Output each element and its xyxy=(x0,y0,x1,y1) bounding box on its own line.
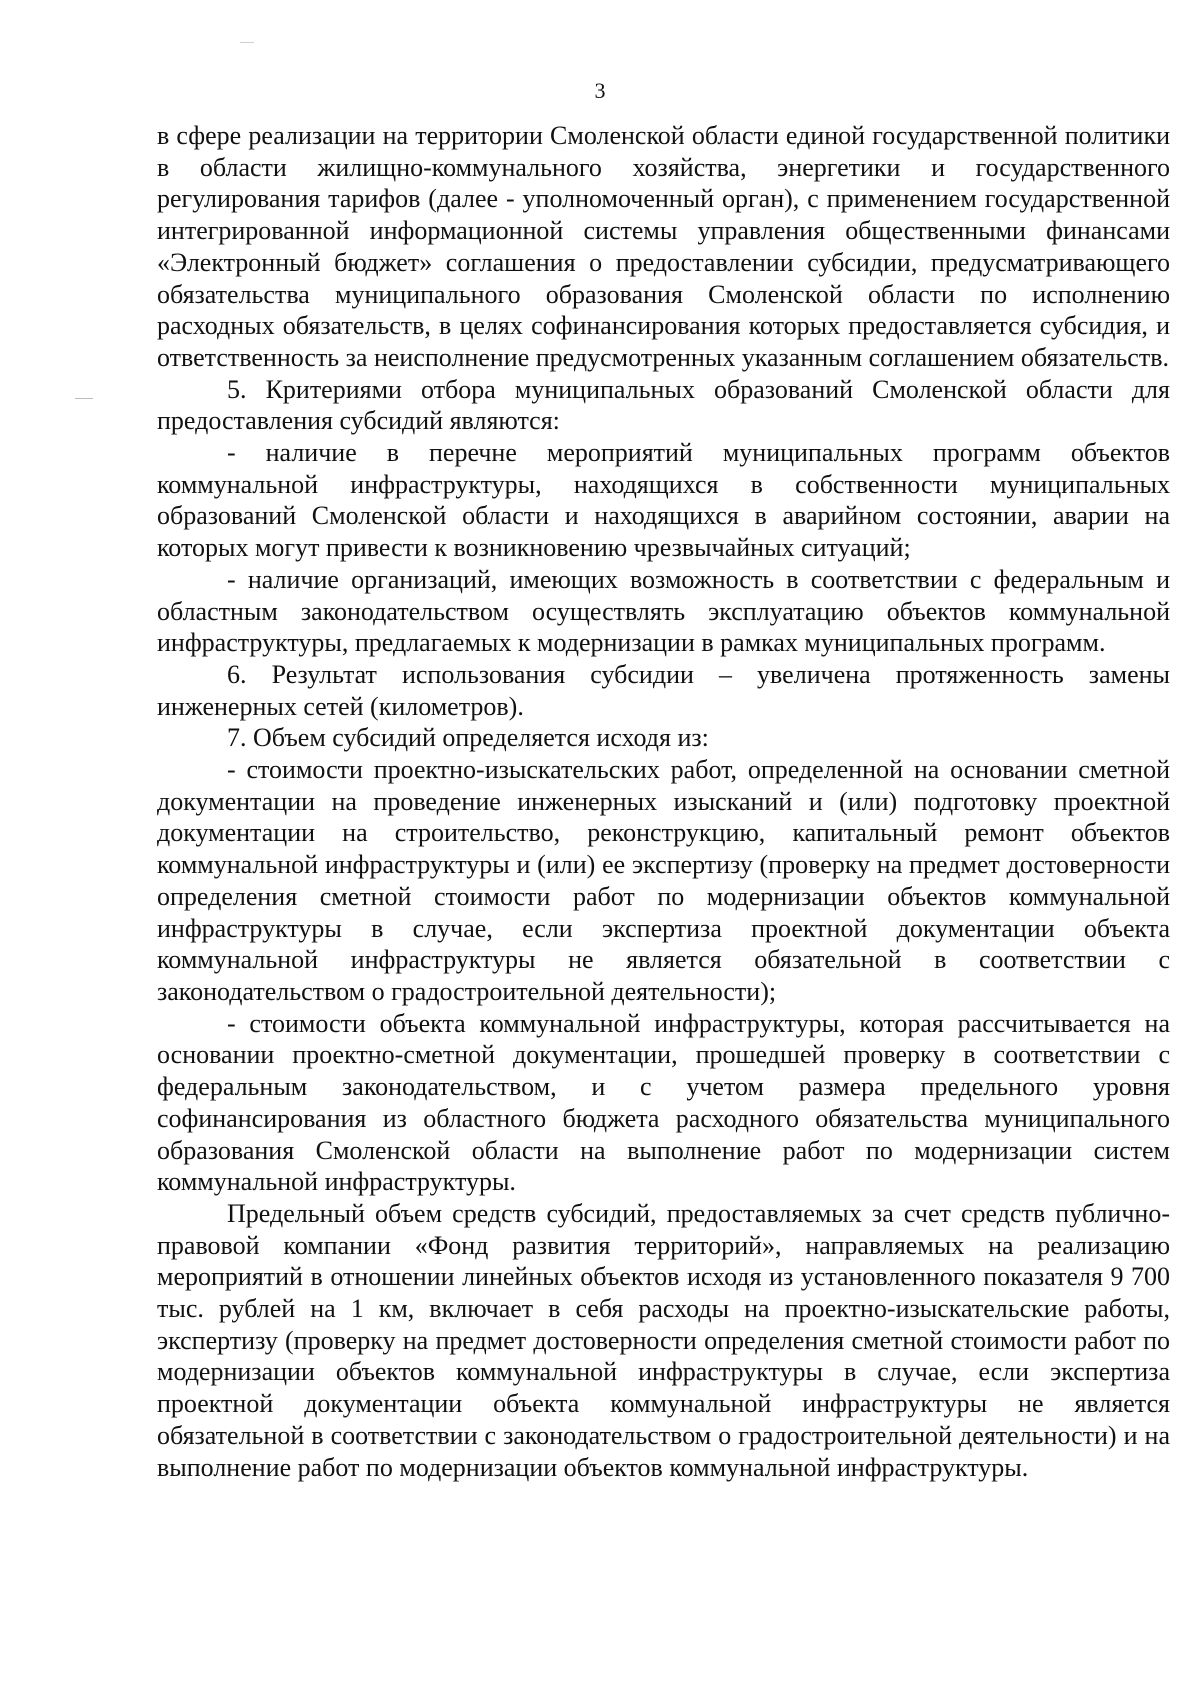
paragraph-continuation: в сфере реализации на территории Смоленской области единой государственной политики в области жилищно-коммунального хозяйства, энергетики и государственного регулирования тарифов (далее - уполномоченный орган), с применением государственной интегрированной информационной системы управления общественными финансами «Электронный бюджет» соглашения о предоставлении субсидии, предусматривающего обязательства муниципального образования Смоленской области по исполнению расходных обязательств, в целях софинансирования которых предоставляется субсидия, и ответственность за неисполнение предусмотренных указанным соглашением обязательств. xyxy=(157,121,1170,372)
paragraph-criteria-item-1: - наличие в перечне мероприятий муниципальных программ объектов коммунальной инфраструктуры, находящихся в собственности муниципальных образований Смоленской области и находящихся в аварийном состоянии, аварии на которых могут привести к возникновению чрезвычайных ситуаций; xyxy=(157,438,1170,563)
paragraph-criteria-item-2: - наличие организаций, имеющих возможность в соответствии с федеральным и областным законодательством осуществлять эксплуатацию объектов коммунальной инфраструктуры, предлагаемых к модернизации в рамках муниципальных программ. xyxy=(157,564,1170,658)
paragraph-volume-item-1: - стоимости проектно-изыскательских работ, определенной на основании сметной документации на проведение инженерных изысканий и (или) подготовку проектной документации на строительство, реконструкцию, капитальный ремонт объектов коммунальной инфраструктуры и (или) ее экспертизу (проверку на предмет достоверности определения сметной стоимости работ по модернизации объектов коммунальной инфраструктуры в случае, если экспертиза проектной документации объекта коммунальной инфраструктуры не является обязательной в соответствии с законодательством о градостроительной деятельности); xyxy=(157,755,1170,1006)
page-number: 3 xyxy=(594,78,606,103)
paragraph-result: 6. Результат использования субсидии – увеличена протяженность замены инженерных сетей (километров). xyxy=(157,659,1170,721)
paragraph-volume: 7. Объем субсидий определяется исходя из: xyxy=(227,723,709,753)
scan-margin-mark xyxy=(75,398,93,399)
document-body xyxy=(157,120,1170,1483)
paragraph-limit: Предельный объем средств субсидий, предоставляемых за счет средств публично-правовой компании «Фонд развития территорий», направляемых на реализацию мероприятий в отношении линейных объектов исходя из установленного показателя 9 700 тыс. рублей на 1 км, включает в себя расходы на проектно-изыскательские работы, экспертизу (проверку на предмет достоверности определения сметной стоимости работ по модернизации объектов коммунальной инфраструктуры в случае, если экспертиза проектной документации объекта коммунальной инфраструктуры не является обязательной в соответствии с законодательством о градостроительной деятельности) и на выполнение работ по модернизации объектов коммунальной инфраструктуры. xyxy=(157,1198,1170,1482)
scan-margin-mark xyxy=(240,42,254,43)
paragraph-volume-item-2: - стоимости объекта коммунальной инфраструктуры, которая рассчитывается на основании проектно-сметной документации, прошедшей проверку в соответствии с федеральным законодательством, и с учетом размера предельного уровня софинансирования из областного бюджета расходного обязательства муниципального образования Смоленской области на выполнение работ по модернизации систем коммунальной инфраструктуры. xyxy=(157,1008,1170,1197)
paragraph-criteria: 5. Критериями отбора муниципальных образований Смоленской области для предоставления субсидий являются: xyxy=(157,374,1170,436)
